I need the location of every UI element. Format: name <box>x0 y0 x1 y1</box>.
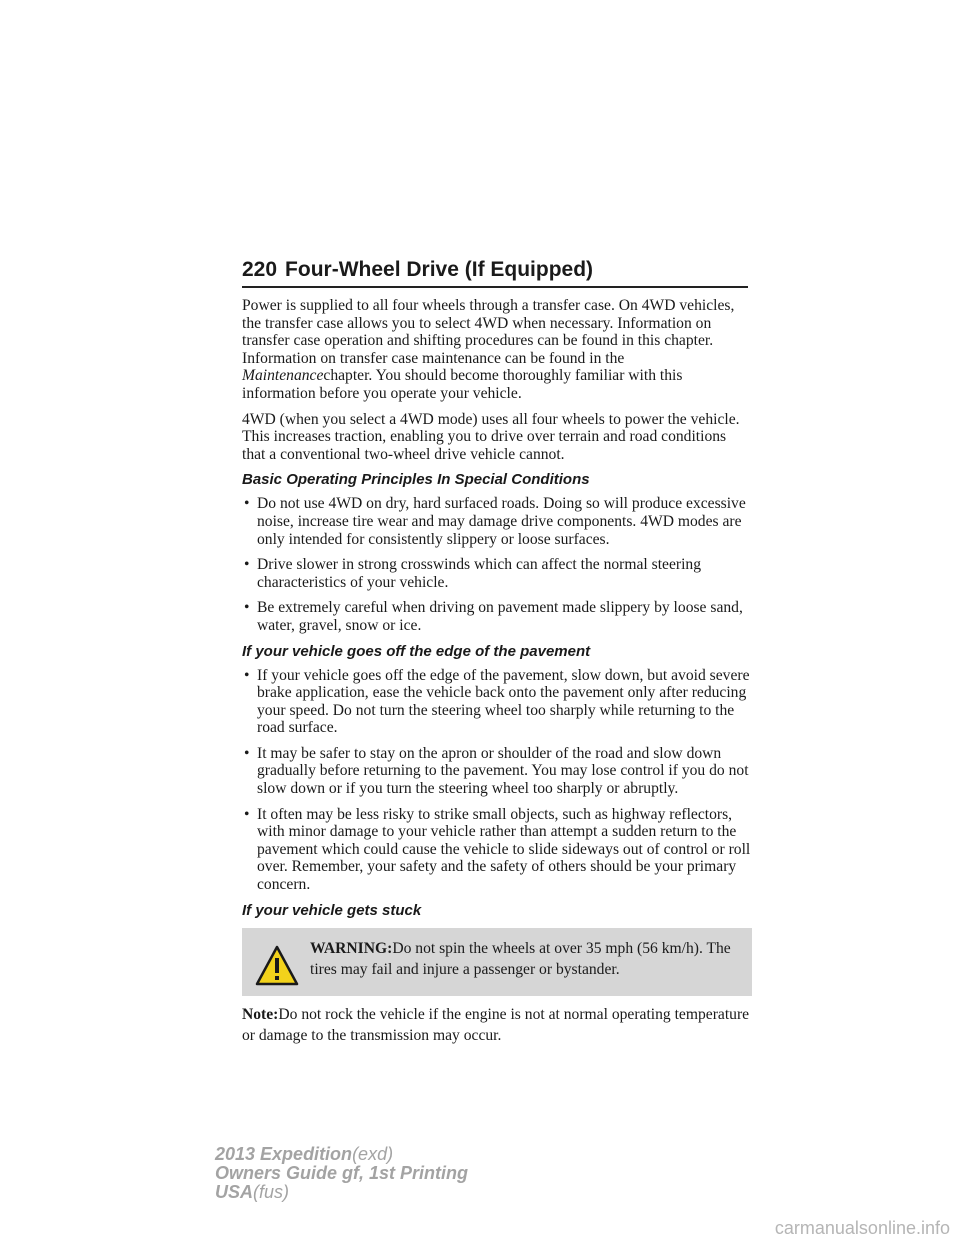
list-item: • It often may be less risky to strike small objects, such as highway reflectors, with minor damage to your vehicle rather than attempt a sudden return to the pavement which could cause the vehicle to slide sideways out of control or roll over. Remember, your safety and the safety of others should be your primary concern. <box>244 805 751 894</box>
footer-model-line: 2013 Expedition(exd) <box>215 1144 394 1164</box>
document-footer <box>215 1145 468 1202</box>
warning-text: WARNING:Do not spin the wheels at over 35 mph (56 km/h). The tires may fail and injure a passenger or bystander. <box>310 939 731 978</box>
page-number: 220 <box>242 258 278 281</box>
bullet: • <box>244 666 250 684</box>
bullet: • <box>244 495 250 513</box>
warning-triangle-icon <box>254 944 300 988</box>
bullet: • <box>244 556 250 574</box>
warning-label: WARNING: <box>310 939 393 957</box>
warning-box <box>242 928 752 996</box>
off-pavement-list <box>242 667 752 894</box>
watermark: carmanualsonline.info <box>774 1218 950 1238</box>
note-label: Note: <box>242 1005 279 1023</box>
footer-market-line: USA(fus) <box>215 1182 290 1202</box>
section-heading-basic-principles: Basic Operating Principles In Special Conditions <box>242 471 590 489</box>
note-paragraph: Note:Do not rock the vehicle if the engine is not at normal operating temperature or damage to the transmission may occur. <box>242 1005 750 1044</box>
page-content <box>242 297 752 1054</box>
bullet: • <box>244 599 250 617</box>
list-item: • Drive slower in strong crosswinds which can affect the normal steering characteristics of your vehicle. <box>244 556 702 591</box>
footer-guide-line: Owners Guide gf, 1st Printing <box>215 1163 469 1183</box>
maintenance-chapter-reference: Maintenance <box>242 367 324 385</box>
bullet: • <box>244 805 250 823</box>
chapter-title: Four-Wheel Drive (If Equipped) <box>285 258 594 281</box>
section-heading-off-pavement: If your vehicle goes off the edge of the pavement <box>242 642 591 660</box>
4wd-paragraph: 4WD (when you select a 4WD mode) uses all four wheels to power the vehicle. This increases traction, enabling you to drive over terrain and road conditions that a conventional two-wheel drive vehicle cannot. <box>242 410 740 463</box>
list-item: • It may be safer to stay on the apron or shoulder of the road and slow down gradually before returning to the pavement. You may lose control if you do not slow down or if you turn the steering wheel too sharply or abruptly. <box>244 744 749 798</box>
intro-paragraph: Power is supplied to all four wheels through a transfer case. On 4WD vehicles, the transfer case allows you to select 4WD when necessary. Information on transfer case operation and shifting procedures can be found in this chapter. Information on transfer case maintenance can be found in the Maintenancechapter. You should become thoroughly familiar with this information before you operate your vehicle. <box>242 297 735 402</box>
section-heading-stuck: If your vehicle gets stuck <box>242 901 422 919</box>
page-header <box>242 258 748 288</box>
bullet: • <box>244 744 250 762</box>
basic-principles-list <box>242 495 752 634</box>
list-item: • Be extremely careful when driving on pavement made slippery by loose sand, water, gravel, snow or ice. <box>244 599 743 634</box>
list-item: • Do not use 4WD on dry, hard surfaced roads. Doing so will produce excessive noise, increase tire wear and may damage drive components. 4WD modes are only intended for consistently slippery or loose surfaces. <box>244 495 746 548</box>
list-item: • If your vehicle goes off the edge of the pavement, slow down, but avoid severe brake application, ease the vehicle back onto the pavement only after reducing your speed. Do not turn the steering wheel too sharply while returning to the road surface. <box>244 666 750 737</box>
